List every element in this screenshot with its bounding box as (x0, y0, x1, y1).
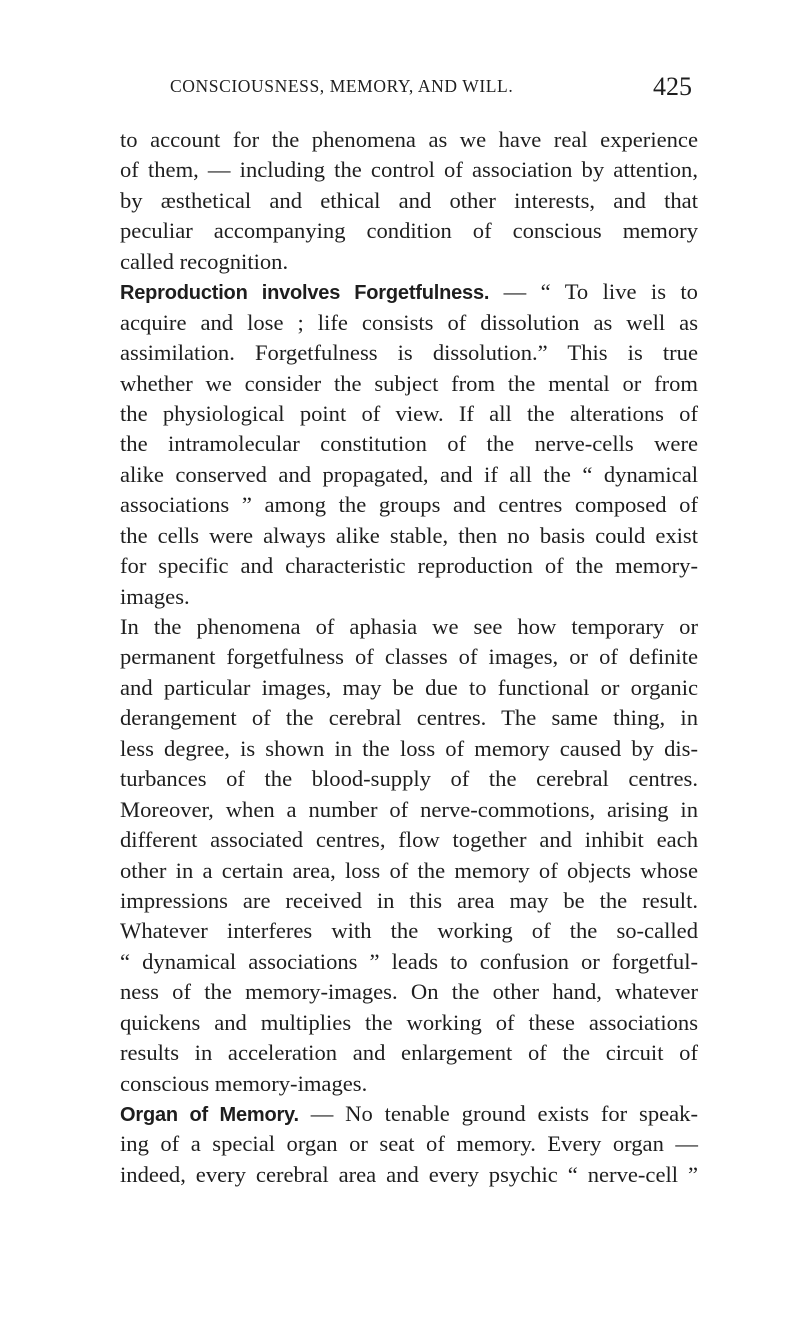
text-line: “ dynamical associations ” leads to confusion or forgetful- (120, 948, 698, 974)
text-fragment: — “ To live is to (489, 279, 698, 305)
text-line: associations ” among the groups and centres composed of (120, 492, 698, 518)
text-line: the intramolecular constitution of the nerve-cells were (120, 431, 698, 457)
section-heading-line (120, 1099, 698, 1129)
text-line: impressions are received in this area may be the result. (120, 887, 698, 913)
text-line: Moreover, when a number of nerve-commotions, arising in (120, 796, 698, 822)
text-line: derangement of the cerebral centres. The same thing, in (120, 705, 698, 731)
text-line: ness of the memory-images. On the other hand, whatever (120, 979, 698, 1005)
text-line: turbances of the blood-supply of the cerebral centres. (120, 766, 698, 792)
text-line: peculiar accompanying condition of conscious memory (120, 218, 698, 244)
text-line: of them, — including the control of association by attention, (120, 157, 698, 183)
section-heading-organ-of-memory: Organ of Memory. (120, 1104, 299, 1126)
text-line: alike conserved and propagated, and if all the “ dynamical (120, 461, 698, 487)
text-line: acquire and lose ; life consists of dissolution as well as (120, 309, 698, 335)
running-head (120, 74, 692, 104)
text-line: indeed, every cerebral area and every psychic “ nerve-cell ” (120, 1161, 698, 1187)
running-head-title: CONSCIOUSNESS, MEMORY, AND WILL. (170, 76, 514, 96)
body-text (120, 125, 698, 1190)
text-line: ing of a special organ or seat of memory. Every organ — (120, 1131, 698, 1157)
section-heading-line (120, 277, 698, 307)
text-line: for specific and characteristic reproduction of the memory- (120, 553, 698, 579)
text-line: In the phenomena of aphasia we see how temporary or (120, 614, 698, 639)
text-line: by æsthetical and ethical and other interests, and that (120, 187, 698, 213)
text-line: different associated centres, flow together and inhibit each (120, 827, 698, 853)
text-line: other in a certain area, loss of the memory of objects whose (120, 857, 698, 883)
text-line: permanent forgetfulness of classes of images, or of definite (120, 644, 698, 670)
text-line: results in acceleration and enlargement of the circuit of (120, 1040, 698, 1066)
text-line: whether we consider the subject from the mental or from (120, 370, 698, 396)
text-fragment: — No tenable ground exists for speak- (298, 1101, 699, 1126)
text-line: the cells were always alike stable, then no basis could exist (120, 522, 698, 548)
text-line: to account for the phenomena as we have real experience (120, 127, 698, 152)
text-line: assimilation. Forgetfulness is dissolution.” This is true (120, 340, 698, 366)
text-line: less degree, is shown in the loss of memory caused by dis- (120, 735, 698, 761)
text-line: images. (120, 583, 190, 609)
text-line: and particular images, may be due to functional or organic (120, 674, 698, 700)
text-line: the physiological point of view. If all the alterations of (120, 400, 698, 426)
text-line: called recognition. (120, 248, 289, 274)
text-line: conscious memory-images. (120, 1070, 368, 1096)
page-number: 425 (653, 72, 692, 101)
text-line: quickens and multiplies the working of these associations (120, 1009, 698, 1035)
text-line: Whatever interferes with the working of the so-called (120, 918, 698, 944)
section-heading-forgetfulness: Reproduction involves Forgetfulness. (120, 282, 490, 305)
